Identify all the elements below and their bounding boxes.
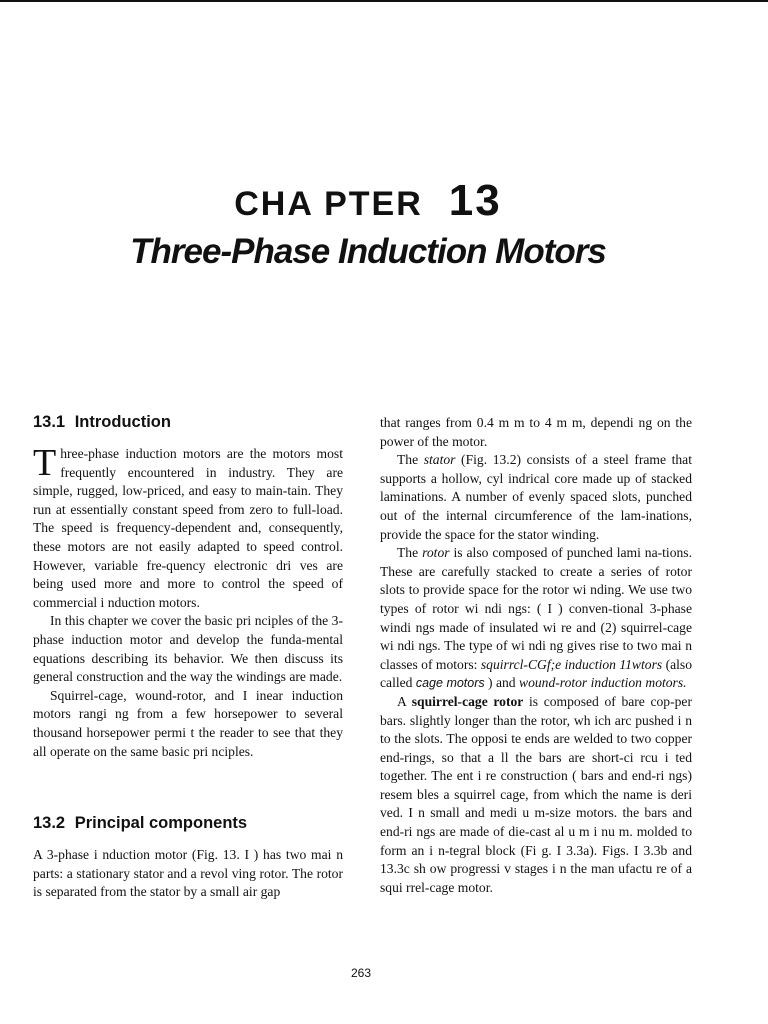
section-heading-principal-components xyxy=(33,813,343,833)
squirrel-cage-term: squirrcl-CGf;e induction 11wtors xyxy=(480,656,663,672)
intro-paragraph-1 xyxy=(33,442,343,612)
section-number: 13.1 xyxy=(33,413,66,431)
squirrel-cage-paragraph xyxy=(380,693,692,898)
text-run: (Fig. 13.2) consists of a steel frame that supports a hollow, cyl indrical core made up of stacked laminations. A number of evenly spaced slots, punched out of the internal circumference of the lam-inations, provide the space for the stator winding. xyxy=(380,452,692,542)
left-column xyxy=(33,412,343,902)
text-run: A xyxy=(397,693,412,709)
chapter-title: Three-Phase Induction Motors xyxy=(130,232,606,271)
chapter-label: CHA PTER xyxy=(234,185,423,223)
text-run: (also called xyxy=(380,656,693,691)
section-heading-introduction xyxy=(33,412,343,432)
section-number: 13.2 xyxy=(33,814,66,833)
cage-motors-term: cage motors xyxy=(415,676,485,691)
section-title: Principal components xyxy=(74,814,248,833)
top-rule xyxy=(0,0,768,2)
rotor-paragraph xyxy=(380,544,692,693)
chapter-number: 13 xyxy=(448,176,502,225)
right-paragraph-1: that ranges from 0.4 m m to 4 m m, dependi ng on the power of the motor. xyxy=(380,415,692,449)
page-number: 263 xyxy=(350,966,372,980)
text-run: is also composed of punched lami na-tions. These are carefully stacked to create a series of rotor slots to provide space for the rotor wi nding. We use two types of rotor wi ndi ngs: ( I ) conven-tional 3-phase windi ngs made of insulated wi re and (2) squirrel-cage wi ndi ngs. The type of wi ndi ng gives rise to two mai n classes of motors: xyxy=(380,545,692,672)
rotor-term: rotor xyxy=(422,545,450,561)
text-run: ) and xyxy=(484,675,519,691)
text-run: The xyxy=(397,545,423,561)
stator-paragraph xyxy=(380,451,692,544)
section-title: Introduction xyxy=(74,413,171,431)
intro-paragraph-1-text: hree-phase induction motors are the motors most frequently encountered in industry. They are simple, rugged, low-priced, and easy to main-tain. They run at essentially constant speed from zero to full-load. The speed is frequency-dependent and, consequently, these motors are not easily adapted to speed control. However, variable fre-quency electronic dri ves are being used more and more to control the speed of commercial i nduction motors. xyxy=(33,446,343,610)
text-run: is composed of bare cop-per bars. slightly longer than the rotor, wh ich arc pushed i n to the slots. The opposi te ends are welded to two copper end-rings, so that a ll the bars are short-ci rcu i ted together. The ent i re construction ( bars and end-ri ngs) resem bles a squirrel cage, from which the name is deri ved. I n small and medi u m-size motors. the bars and end-ri ngs are made of die-cast al u m i nu m. molded to form an i n-tegral block (Fi g. I 3.3a). Figs. I 3.3b and 13.3c sh ow progressi v stages i n the man ufactu re of a squi rrel-cage motor. xyxy=(380,693,692,895)
text-run: The xyxy=(397,452,424,468)
components-paragraph-1: A 3-phase i nduction motor (Fig. 13. I ) has two mai n parts: a stationary stator and a revol ving rotor. The rotor is separated from the stator by a small air gap xyxy=(33,847,343,900)
intro-paragraph-2: In this chapter we cover the basic pri nciples of the 3-phase induction motor and develop the funda-mental equations describing its behavior. We then discuss its general construction and the way the windings are made. xyxy=(33,613,343,685)
stator-term: stator xyxy=(423,452,456,468)
right-column xyxy=(380,414,692,897)
wound-rotor-term: wound-rotor induction motors. xyxy=(519,675,687,691)
drop-cap: T xyxy=(33,442,57,484)
intro-paragraph-3: Squirrel-cage, wound-rotor, and I inear induction motors rangi ng from a few horsepower to several thousand horsepower permi t the reader to see that they all operate on the same basic pri nciples. xyxy=(33,687,343,759)
squirrel-cage-rotor-term: squirrel-cage rotor xyxy=(411,693,524,709)
chapter-heading xyxy=(0,176,736,226)
